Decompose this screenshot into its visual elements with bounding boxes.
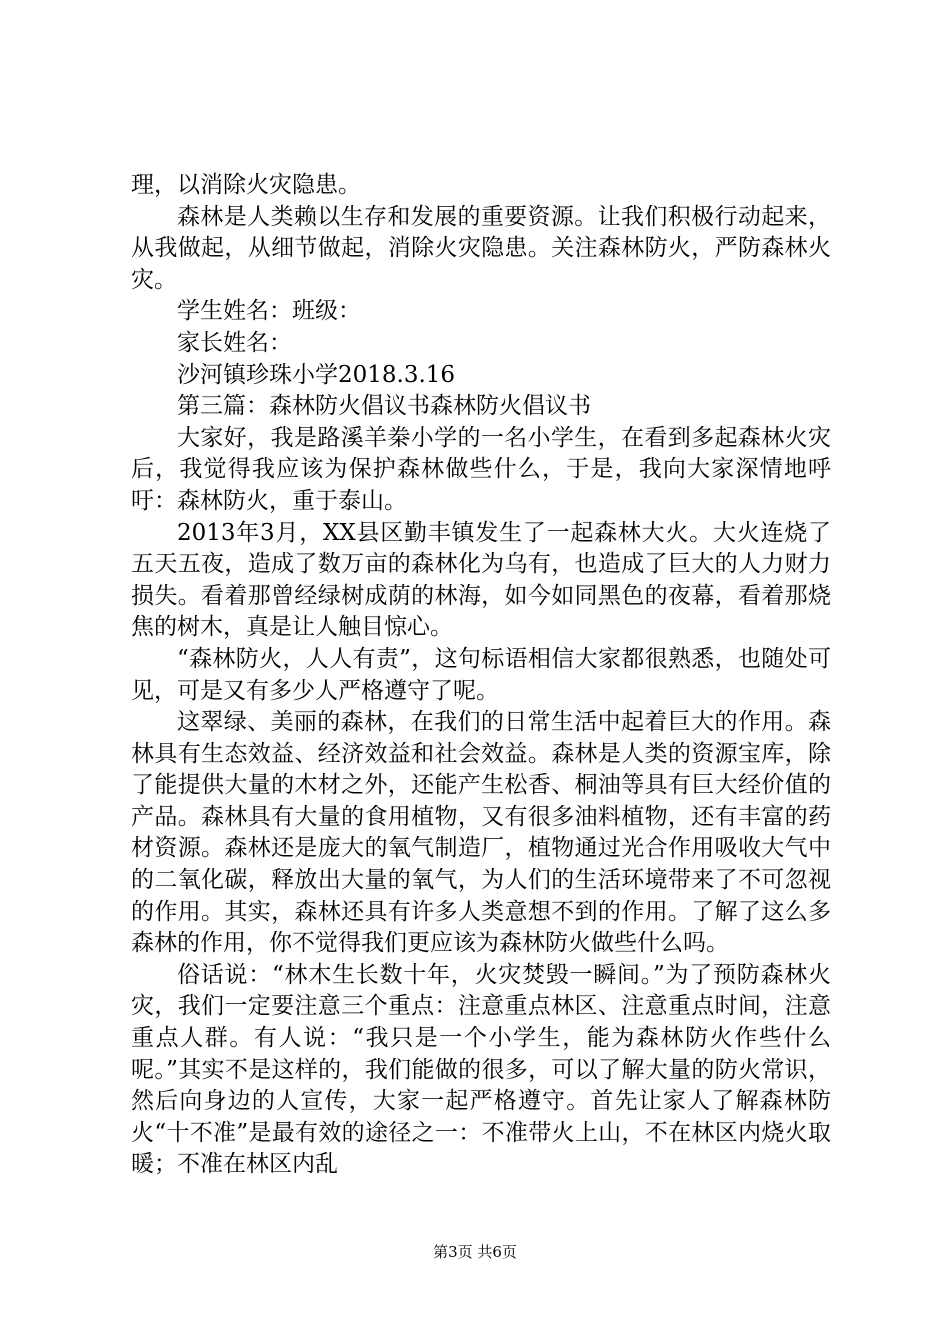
paragraph: 2013年3月，XX县区勤丰镇发生了一起森林大火。大火连烧了五天五夜，造成了数万亩的森林化为乌有，也造成了巨大的人力财力损失。看着那曾经绿树成荫的林海，如今如同黑色的夜幕，看着那烧焦的树木，真是让人触目惊心。 — [131, 519, 831, 641]
document-body — [131, 170, 831, 1181]
school-date-line: 沙河镇珍珠小学2018.3.16 — [177, 361, 456, 388]
paragraph: 大家好，我是路溪羊桊小学的一名小学生，在看到多起森林火灾后，我觉得我应该为保护森林做些什么，于是，我向大家深情地呼吁：森林防火，重于泰山。 — [131, 424, 831, 514]
paragraph: 森林是人类赖以生存和发展的重要资源。让我们积极行动起来，从我做起，从细节做起，消除火灾隐患。关注森林防火，严防森林火灾。 — [131, 203, 831, 293]
parent-name-line: 家长姓名： — [177, 329, 292, 356]
paragraph: “森林防火，人人有责”，这句标语相信大家都很熟悉，也随处可见，可是又有多少人严格遵守了呢。 — [131, 645, 831, 704]
student-name-line: 学生姓名：班级： — [177, 298, 361, 325]
section-heading: 第三篇：森林防火倡议书森林防火倡议书 — [177, 393, 591, 420]
paragraph: 这翠绿、美丽的森林，在我们的日常生活中起着巨大的作用。森林具有生态效益、经济效益和社会效益。森林是人类的资源宝库，除了能提供大量的木材之外，还能产生松香、桐油等具有巨大经价值的产品。森林具有大量的食用植物，又有很多油料植物，还有丰富的药材资源。森林还是庞大的氧气制造厂，植物通过光合作用吸收大气中的二氧化碳，释放出大量的氧气，为人们的生活环境带来了不可忽视的作用。其实，森林还具有许多人类意想不到的作用。了解了这么多森林的作用，你不觉得我们更应该为森林防火做些什么吗。 — [131, 709, 831, 957]
paragraph: 俗话说：“林木生长数十年，火灾焚毁一瞬间。”为了预防森林火灾，我们一定要注意三个重点：注意重点林区、注意重点时间，注意重点人群。有人说：“我只是一个小学生，能为森林防火作些什么呢。”其实不是这样的，我们能做的很多，可以了解大量的防火常识，然后向身边的人宣传，大家一起严格遵守。首先让家人了解森林防火“十不准”是最有效的途径之一：不准带火上山，不在林区内烧火取暖；不准在林区内乱 — [131, 961, 831, 1178]
paragraph-continuation: 理，以消除火灾隐患。 — [131, 172, 361, 198]
page-number-footer: 第3页 共6页 — [433, 1243, 517, 1261]
